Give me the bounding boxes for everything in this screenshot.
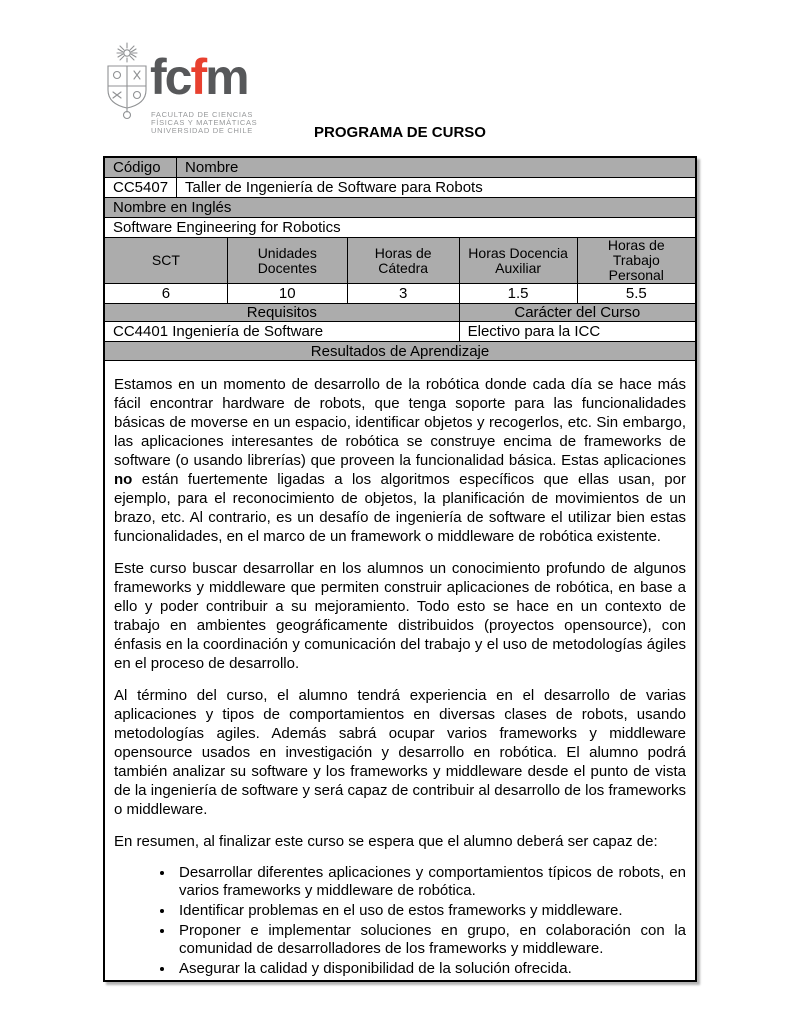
sct-value-cell: 6 [104,284,227,304]
outcomes-paragraph-2: Este curso buscar desarrollar en los alumnos un conocimiento profundo de algunos frameworks y middleware que permiten construir aplicaciones de robótica, en base a ello y poder contribuir a su mejoramiento. Todo esto se hace en un contexto de trabajo en ambientes geográficamente distribuidos (proyectos opensource), con énfasis en la coordinación y comunicación del trabajo y el uso de metodologías ágiles en el proceso de desarrollo. [114,560,686,672]
caracter-header-cell: Carácter del Curso [459,304,696,322]
caption-line-3: UNIVERSIDAD DE CHILE [151,125,253,135]
row-requisitos-header [104,304,696,322]
outcomes-paragraph-3: Al término del curso, el alumno tendrá experiencia en el desarrollo de varias aplicaciones y tipos de comportamientos en diversas clases de robots, usando metodologías agiles. Además sabrá ocupar varios frameworks y middleware opensource usados en investigación y desarrollo en robótica. El alumno podrá también analizar su software y los frameworks y middleware desde el punto de vista de la ingeniería de software y será capaz de contribuir al desarrollo de los frameworks o middleware. [114,687,686,818]
row-codigo-nombre-value [104,178,696,198]
horas-docencia-value-cell: 1.5 [459,284,577,304]
nombre-header-cell: Nombre [177,157,696,178]
wordmark-m: m [205,49,248,105]
fcfm-wordmark [150,49,248,105]
list-item: • Identificar problemas en el uso de estos frameworks y middleware. [175,902,686,920]
unidades-docentes-header-cell: Unidades Docentes [227,238,347,284]
paragraph-1-before-bold: Estamos en un momento de desarrollo de la robótica donde cada día se hace más fácil encontrar hardware de robots, que tenga soporte para las funcionalidades básicas de moverse en un espacio, identificar objetos y recogerlos, etc. Sin embargo, las aplicaciones interesantes de robótica se construye encima de frameworks de software (o usando librerías) que proveen la funcionalidad básica. Estas aplicaciones [114,376,686,469]
list-item: • Desarrollar diferentes aplicaciones y comportamientos típicos de robots, en varios frameworks y middleware de robótica. [175,864,686,900]
requisitos-header-cell: Requisitos [104,304,459,322]
row-nombre-ingles-header [104,198,696,218]
nombre-ingles-value-cell: Software Engineering for Robotics [104,218,696,238]
horas-catedra-header-cell: Horas de Cátedra [347,238,459,284]
learning-outcomes-cell [104,361,696,982]
requisitos-value-cell: CC4401 Ingeniería de Software [104,322,459,342]
row-codigo-nombre-header [104,157,696,178]
horas-docencia-header-cell: Horas Docencia Auxiliar [459,238,577,284]
paragraph-1-bold-word: no [114,471,133,488]
list-item: • Proponer e implementar soluciones en grupo, en colaboración con la comunidad de desarrolladores de los frameworks y middleware. [175,922,686,958]
resultados-header-cell: Resultados de Aprendizaje [104,342,696,361]
caption-line-2: FÍSICAS Y MATEMÁTICAS [151,117,258,127]
codigo-header-cell: Código [104,157,177,178]
row-resultados-content [104,361,696,982]
row-resultados-header [104,342,696,361]
fcfm-logo [104,42,264,137]
wordmark-f: f [190,49,206,105]
caracter-value-cell: Electivo para la ICC [459,322,696,342]
sct-header-cell: SCT [104,238,227,284]
caption-line-1: FACULTAD DE CIENCIAS [151,110,254,119]
unidades-docentes-value-cell: 10 [227,284,347,304]
horas-trabajo-value-cell: 5.5 [577,284,696,304]
row-credits-header [104,238,696,284]
outcomes-bullet-list [114,864,686,978]
page-title: PROGRAMA DE CURSO [314,124,486,141]
paragraph-1-after-bold: están fuertemente ligadas a los algoritmos específicos que ellas usan, por ejemplo, para el reconocimiento de objetos, la planificación de movimientos de un brazo, etc. Al contrario, es un desafío de ingeniería de software el utilizar bien estas funcionalidades, en el marco de un framework o middleware de robótica existente. [114,471,686,545]
outcomes-paragraph-1 [114,375,686,546]
row-requisitos-values [104,322,696,342]
row-credits-values [104,284,696,304]
horas-catedra-value-cell: 3 [347,284,459,304]
horas-trabajo-header-cell: Horas de Trabajo Personal [577,238,696,284]
row-nombre-ingles-value [104,218,696,238]
nombre-ingles-header-cell: Nombre en Inglés [104,198,696,218]
codigo-value-cell: CC5407 [104,178,177,198]
wordmark-fc: fc [150,49,191,105]
list-item: • Asegurar la calidad y disponibilidad de la solución ofrecida. [175,960,686,978]
course-info-table [103,156,697,982]
outcomes-paragraph-4: En resumen, al finalizar este curso se espera que el alumno deberá ser capaz de: [114,833,658,850]
nombre-value-cell: Taller de Ingeniería de Software para Robots [177,178,696,198]
university-crest-icon [104,42,148,122]
learning-outcomes-text [114,375,686,978]
